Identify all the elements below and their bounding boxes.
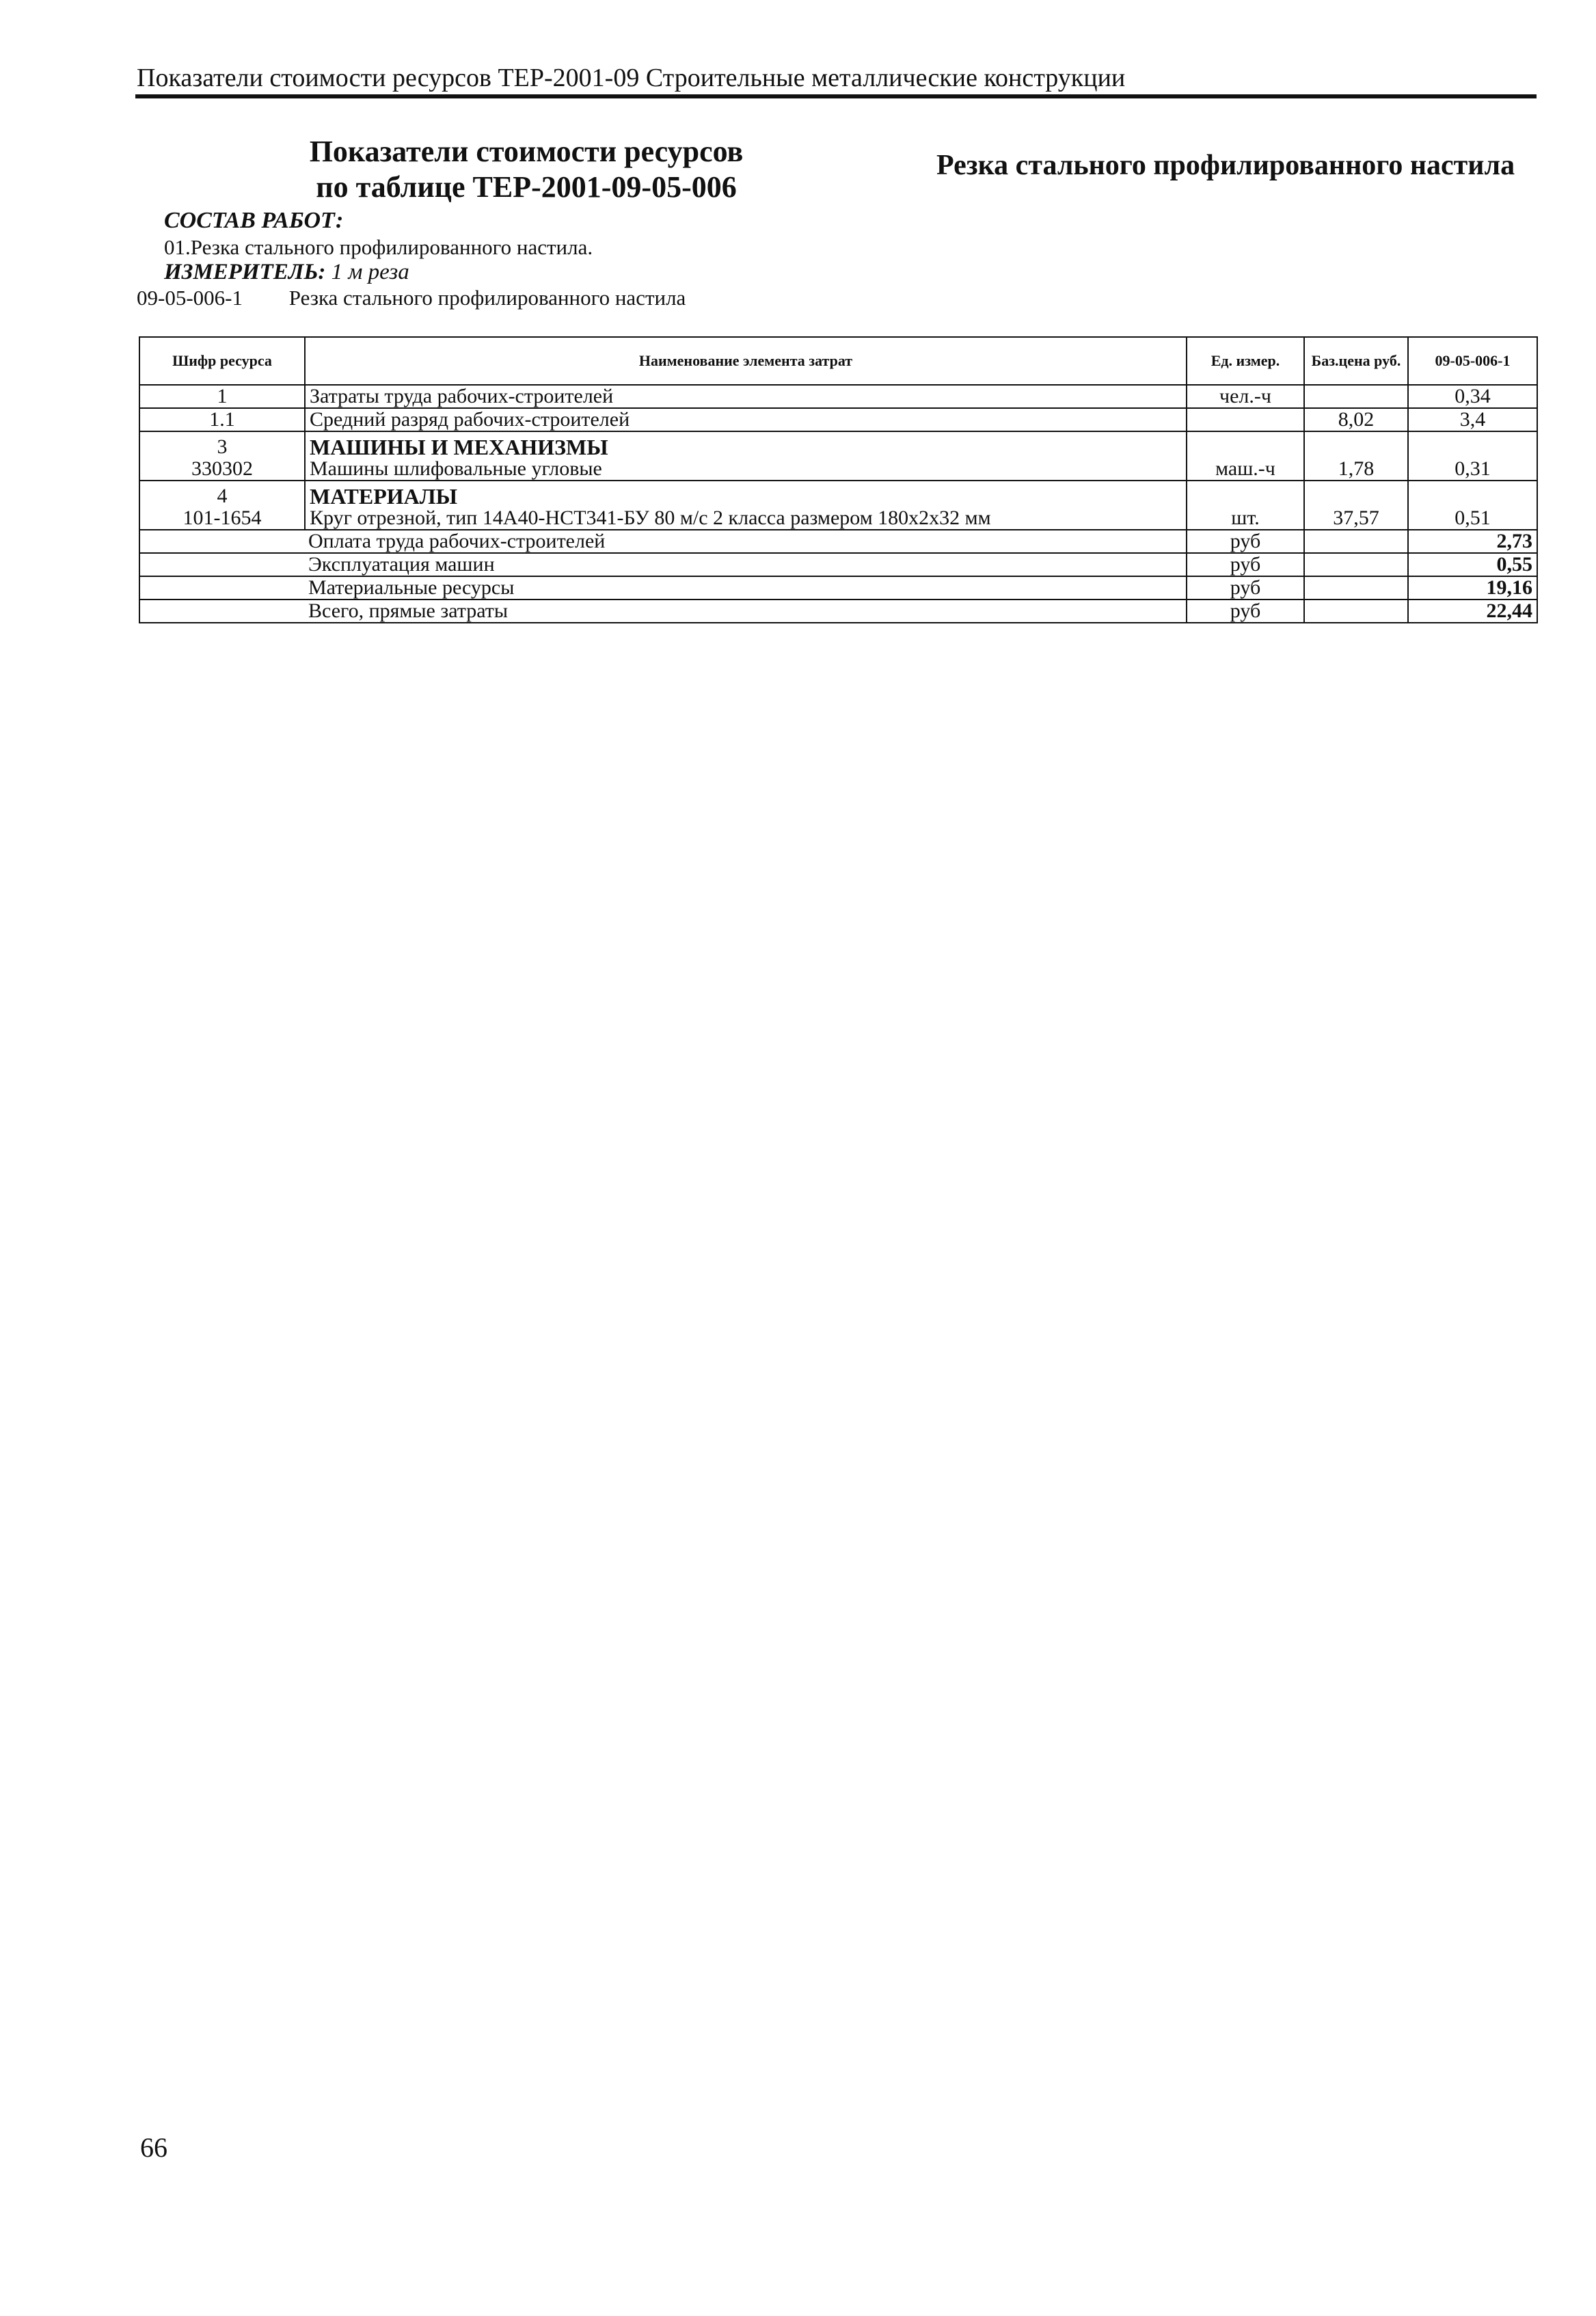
composition-item: 01.Резка стального профилированного настила. [164, 235, 593, 259]
resource-code: 101-1654 [182, 507, 262, 529]
summary-empty [1304, 576, 1408, 600]
cell-value: 0,31 [1408, 431, 1537, 481]
summary-empty [1304, 553, 1408, 576]
header-rule [135, 94, 1537, 98]
cell-name: Затраты труда рабочих-строителей [305, 385, 1187, 408]
meter-label: ИЗМЕРИТЕЛЬ: [164, 260, 326, 284]
cell-name [305, 431, 1187, 481]
cell-price [1304, 385, 1408, 408]
summary-unit: руб [1187, 530, 1304, 553]
summary-unit: руб [1187, 576, 1304, 600]
table-row [139, 385, 1537, 408]
summary-unit: руб [1187, 553, 1304, 576]
summary-value: 19,16 [1408, 576, 1537, 600]
cell-code: 1 [139, 385, 305, 408]
cell-unit: шт. [1187, 481, 1304, 530]
cell-price: 8,02 [1304, 408, 1408, 431]
summary-row [139, 576, 1537, 600]
resource-name: Машины шлифовальные угловые [310, 457, 602, 480]
table-row [139, 408, 1537, 431]
cell-price: 1,78 [1304, 431, 1408, 481]
summary-empty [1304, 530, 1408, 553]
meter-line [164, 260, 409, 285]
header-norm: 09-05-006-1 [1408, 337, 1537, 385]
summary-value: 2,73 [1408, 530, 1537, 553]
summary-label: Оплата труда рабочих-строителей [139, 530, 1187, 553]
code-line-description: Резка стального профилированного настила [288, 286, 686, 310]
composition-label: СОСТАВ РАБОТ: [164, 208, 344, 233]
summary-value: 0,55 [1408, 553, 1537, 576]
resources-table [139, 336, 1538, 623]
summary-row [139, 553, 1537, 576]
cell-code: 1.1 [139, 408, 305, 431]
section-title: Резка стального профилированного настила [936, 150, 1515, 181]
summary-row [139, 600, 1537, 623]
table-title-line1: Показатели стоимости ресурсов [309, 135, 744, 168]
summary-label: Материальные ресурсы [139, 576, 1187, 600]
header-name: Наименование элемента затрат [305, 337, 1187, 385]
cell-unit: чел.-ч [1187, 385, 1304, 408]
cell-price: 37,57 [1304, 481, 1408, 530]
cell-unit [1187, 408, 1304, 431]
cell-value: 3,4 [1408, 408, 1537, 431]
table-header-row [139, 337, 1537, 385]
table-title-line2: по таблице ТЕР-2001-09-05-006 [316, 170, 737, 204]
running-header: Показатели стоимости ресурсов ТЕР-2001-09 Строительные металлические конструкции [137, 64, 1126, 92]
cell-value: 0,34 [1408, 385, 1537, 408]
summary-row [139, 530, 1537, 553]
table-row-materials [139, 481, 1537, 530]
cell-unit: маш.-ч [1187, 431, 1304, 481]
table-title [260, 134, 793, 205]
summary-unit: руб [1187, 600, 1304, 623]
section-code: 4 [217, 485, 228, 507]
resource-code: 330302 [191, 457, 253, 480]
cell-name [305, 481, 1187, 530]
table-row-machines [139, 431, 1537, 481]
cell-code [139, 431, 305, 481]
section-code: 3 [217, 435, 228, 458]
summary-value: 22,44 [1408, 600, 1537, 623]
section-name: МАТЕРИАЛЫ [310, 484, 457, 509]
code-line [137, 286, 686, 310]
header-unit: Ед. измер. [1187, 337, 1304, 385]
header-code: Шифр ресурса [139, 337, 305, 385]
summary-label: Эксплуатация машин [139, 553, 1187, 576]
section-name: МАШИНЫ И МЕХАНИЗМЫ [310, 435, 608, 459]
cell-code [139, 481, 305, 530]
cell-name: Средний разряд рабочих-строителей [305, 408, 1187, 431]
page-number: 66 [140, 2132, 167, 2163]
cell-value: 0,51 [1408, 481, 1537, 530]
summary-empty [1304, 600, 1408, 623]
code-line-code: 09-05-006-1 [137, 286, 243, 310]
header-base-price: Баз.цена руб. [1304, 337, 1408, 385]
summary-label: Всего, прямые затраты [139, 600, 1187, 623]
meter-value: 1 м реза [331, 260, 409, 284]
resource-name: Круг отрезной, тип 14А40-НСТ341-БУ 80 м/с 2 класса размером 180х2х32 мм [310, 507, 991, 529]
